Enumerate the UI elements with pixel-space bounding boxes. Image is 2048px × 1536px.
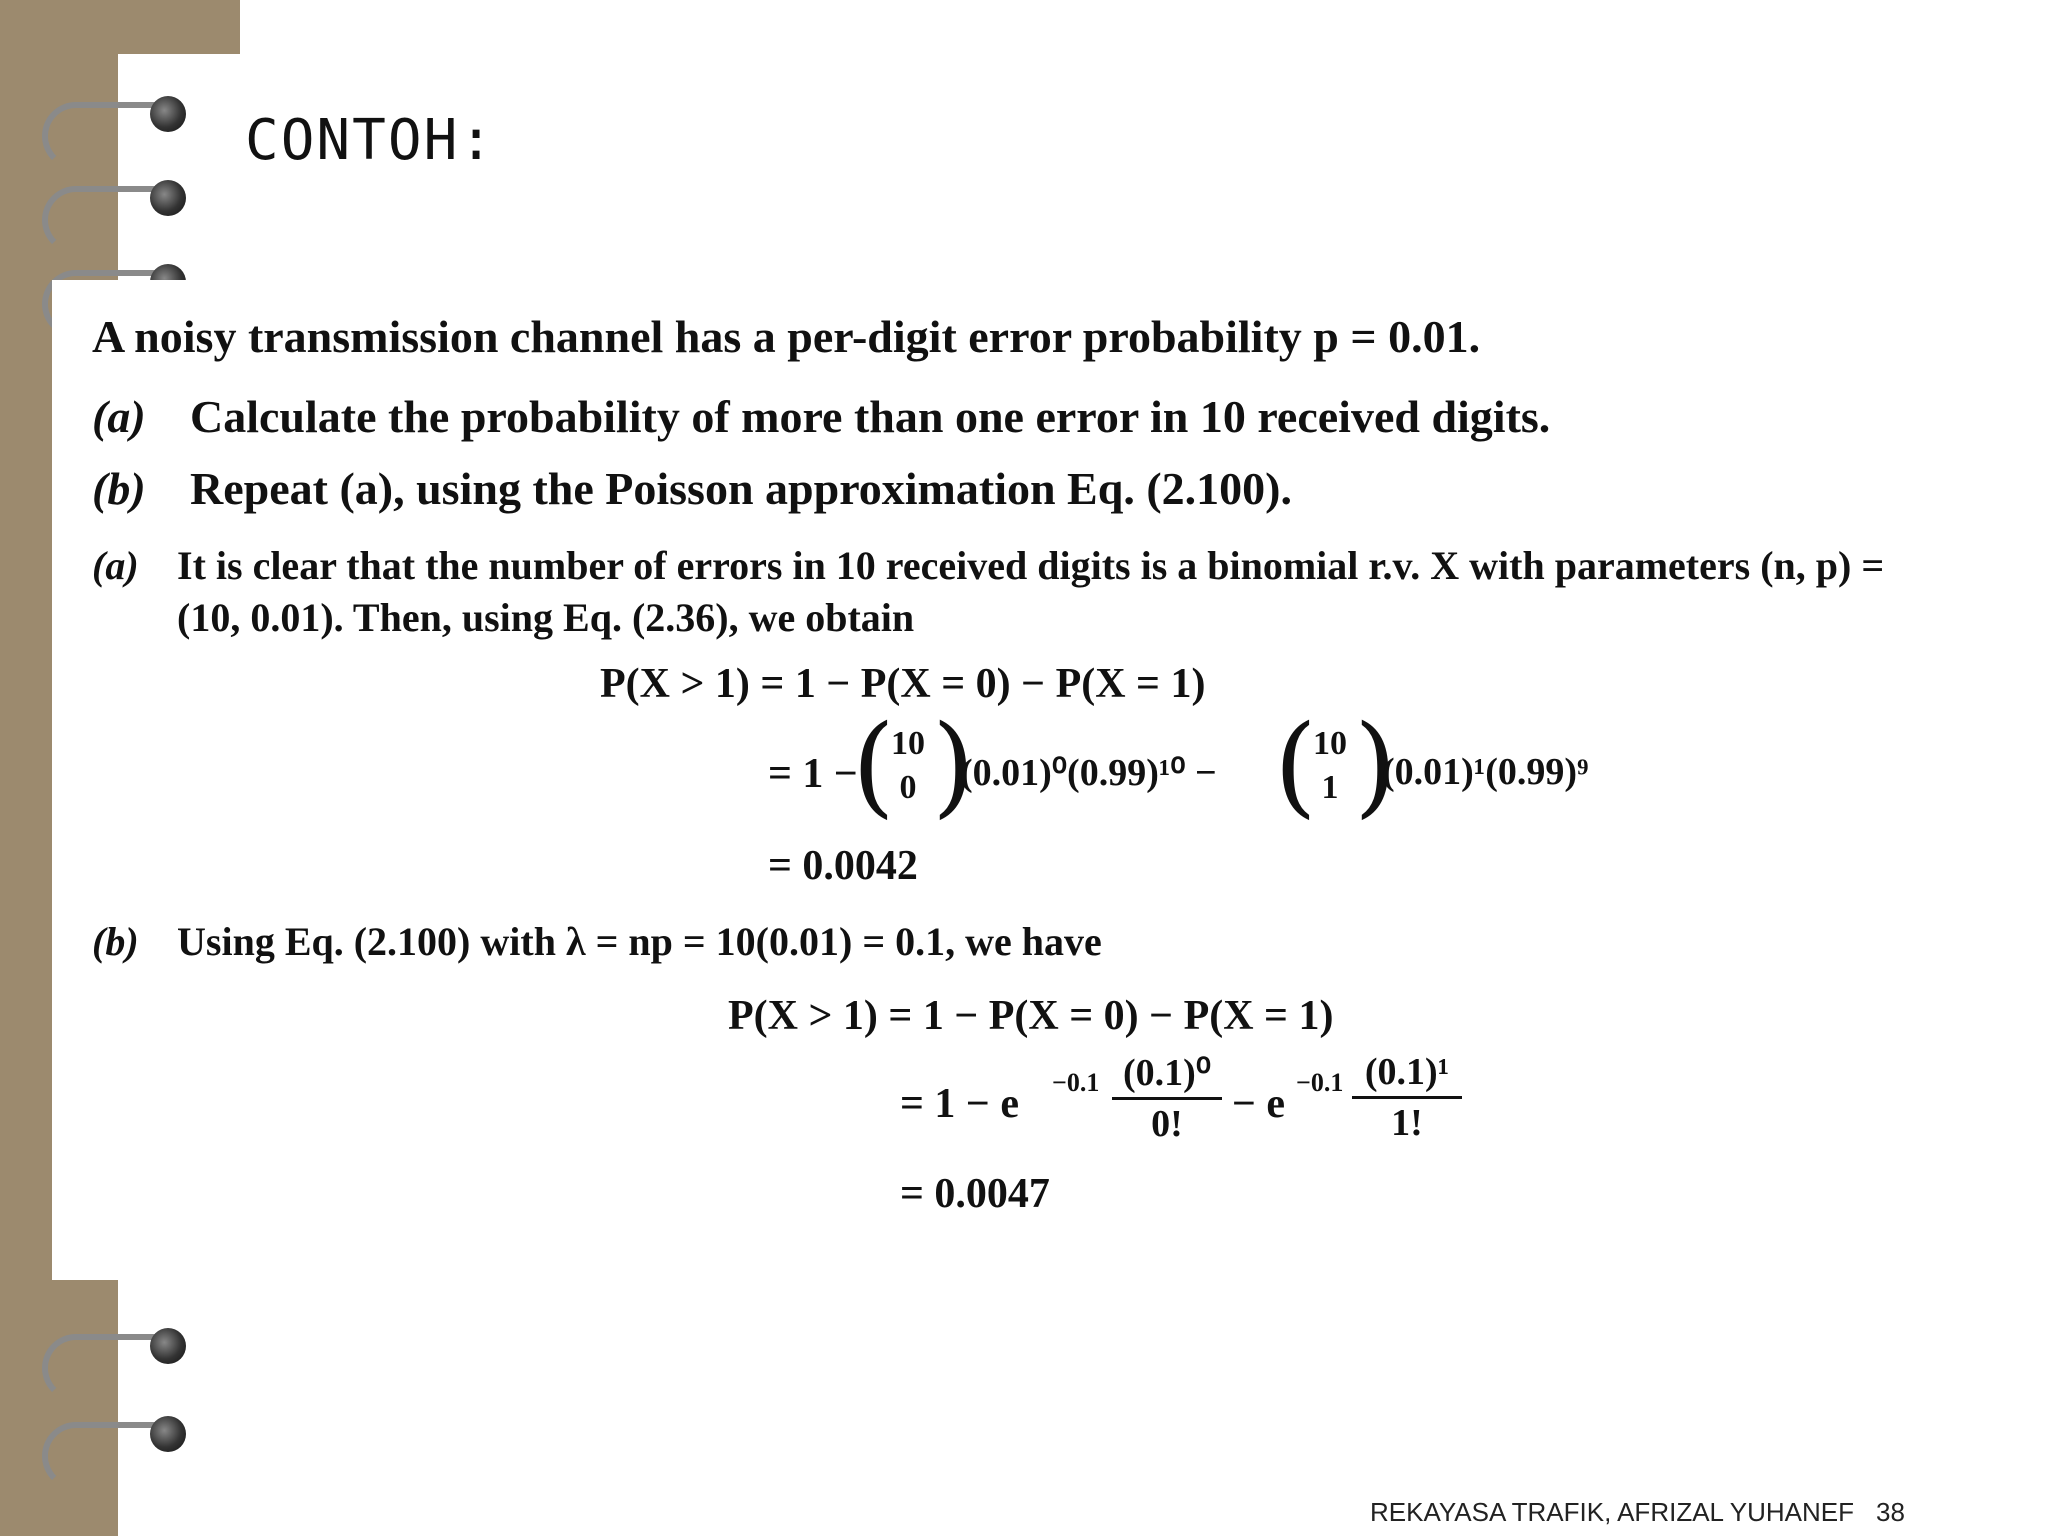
exponent: −0.1 bbox=[1296, 1068, 1344, 1097]
solution-a-line2: (10, 0.01). Then, using Eq. (2.36), we obtain bbox=[177, 595, 915, 640]
binomial-left-paren: ( bbox=[1274, 701, 1317, 829]
solution-a-eq2-end: (0.01)¹(0.99)⁹ bbox=[1382, 751, 1589, 793]
solution-b-eq2-mid: − e bbox=[1232, 1081, 1286, 1127]
slide-footer: REKAYASA TRAFIK, AFRIZAL YUHANEF bbox=[1370, 1497, 1855, 1527]
fraction-numerator: (0.1)¹ bbox=[1364, 1051, 1450, 1093]
page-number: 38 bbox=[1876, 1497, 1905, 1527]
solution-b-eq2-prefix: = 1 − e bbox=[900, 1081, 1020, 1127]
solution-b-result: = 0.0047 bbox=[900, 1171, 1050, 1217]
solution-b-label: (b) bbox=[92, 919, 139, 964]
solution-b-line1: Using Eq. (2.100) with λ = np = 10(0.01) = 0.1, we have bbox=[177, 919, 1102, 964]
solution-a-result: = 0.0042 bbox=[768, 843, 918, 889]
scanned-problem-image bbox=[52, 280, 2048, 1280]
binomial-top: 10 bbox=[891, 725, 925, 762]
fraction-denominator: 0! bbox=[1151, 1103, 1183, 1145]
part-b-label: (b) bbox=[92, 463, 146, 514]
fraction bbox=[1352, 1050, 1462, 1145]
spiral-ring bbox=[0, 1320, 200, 1380]
binomial-left-paren: ( bbox=[852, 701, 895, 829]
binomial-bottom: 1 bbox=[1321, 769, 1339, 806]
problem-intro: A noisy transmission channel has a per-digit error probability p = 0.01. bbox=[92, 311, 1481, 362]
binomial-top: 10 bbox=[1313, 725, 1347, 762]
part-b-question: Repeat (a), using the Poisson approximation Eq. (2.100). bbox=[190, 463, 1292, 514]
solution-a-label: (a) bbox=[92, 543, 139, 588]
part-a-label: (a) bbox=[92, 391, 146, 442]
fraction bbox=[1112, 1050, 1222, 1146]
solution-a-eq1: P(X > 1) = 1 − P(X = 0) − P(X = 1) bbox=[600, 661, 1206, 707]
solution-a-line1: It is clear that the number of errors in 10 received digits is a binomial r.v. X with parameters (n, p) = bbox=[177, 543, 1885, 588]
binomial-coefficient bbox=[882, 725, 934, 807]
solution-a-eq2-mid: (0.01)⁰(0.99)¹⁰ − bbox=[960, 752, 1217, 794]
part-a-question: Calculate the probability of more than one error in 10 received digits. bbox=[190, 391, 1551, 442]
spiral-ring bbox=[0, 1408, 200, 1468]
fraction-denominator: 1! bbox=[1391, 1102, 1423, 1144]
solution-a-eq2-prefix: = 1 − bbox=[768, 751, 858, 797]
spiral-ring bbox=[0, 172, 200, 232]
binomial-right-paren: ) bbox=[1354, 701, 1397, 829]
exponent: −0.1 bbox=[1052, 1068, 1100, 1097]
binomial-right-paren: ) bbox=[932, 701, 975, 829]
binomial-bottom: 0 bbox=[899, 769, 917, 806]
binomial-coefficient bbox=[1304, 725, 1356, 807]
spiral-ring bbox=[0, 88, 200, 148]
solution-b-eq1: P(X > 1) = 1 − P(X = 0) − P(X = 1) bbox=[728, 993, 1334, 1039]
slide-title: CONTOH: bbox=[245, 108, 496, 173]
fraction-numerator: (0.1)⁰ bbox=[1122, 1052, 1212, 1094]
